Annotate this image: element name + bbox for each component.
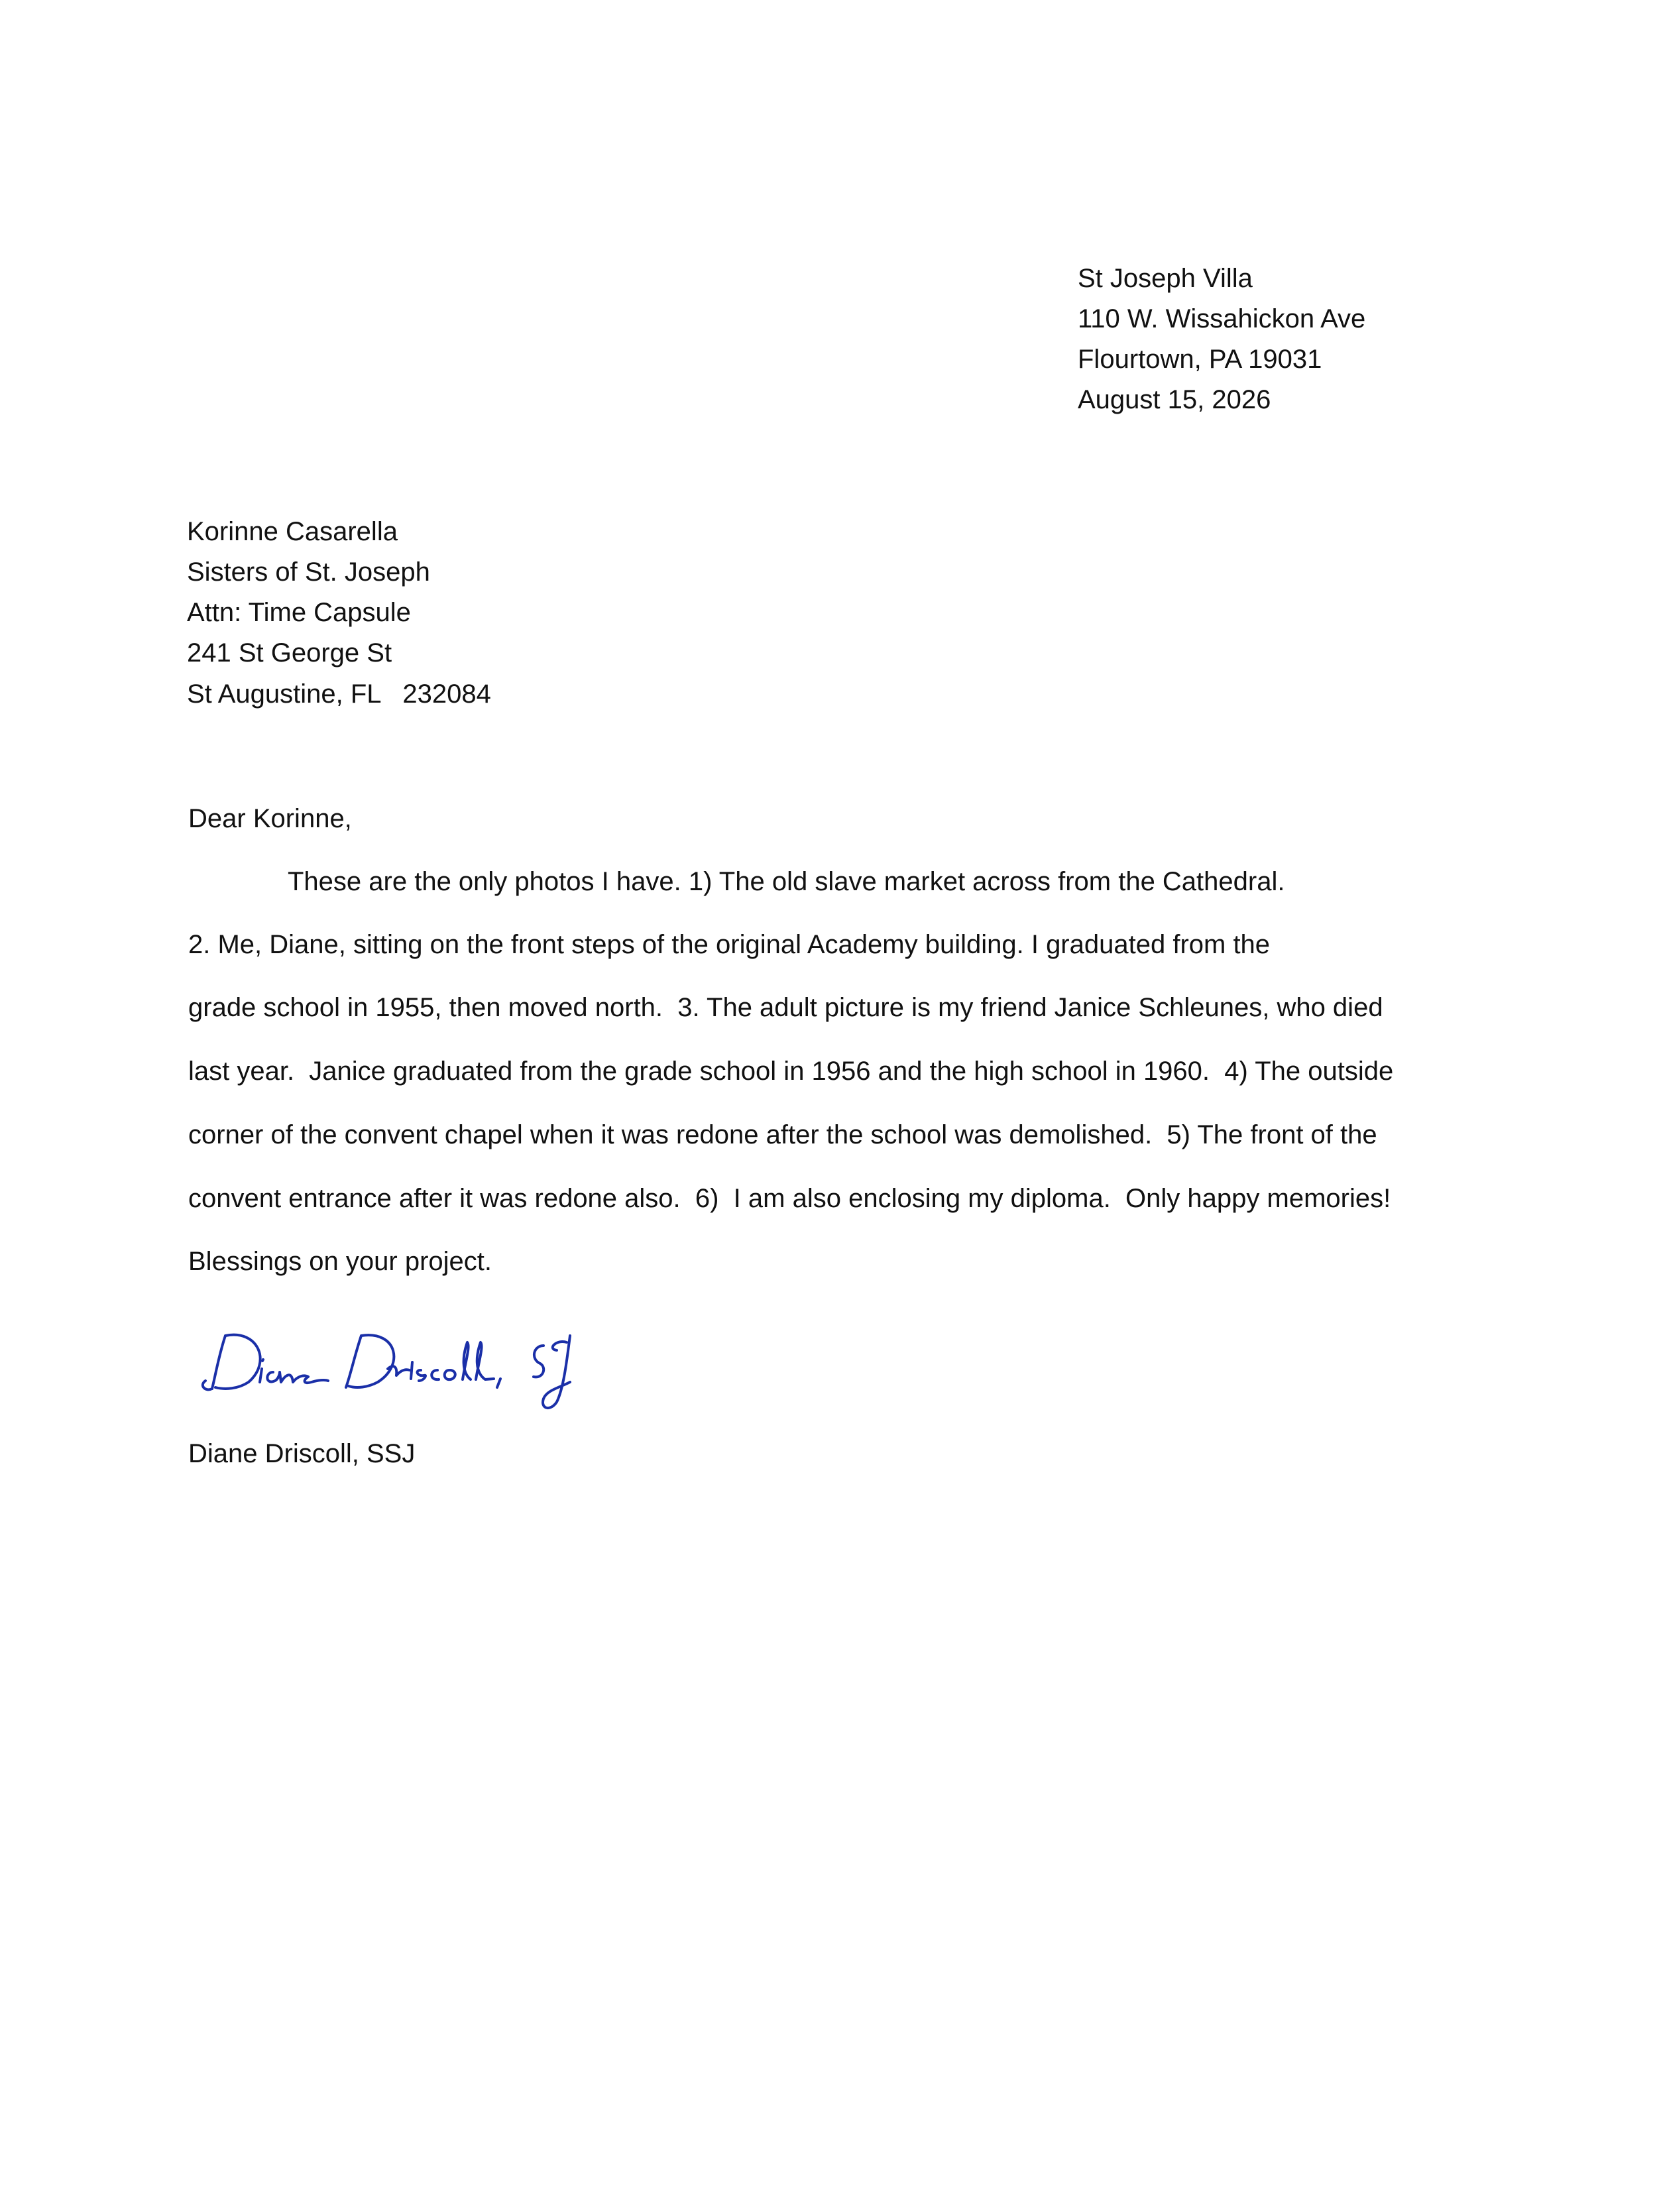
recipient-street: 241 St George St <box>187 638 392 668</box>
sender-line-1: St Joseph Villa <box>1078 264 1253 293</box>
sender-line-2: 110 W. Wissahickon Ave <box>1078 304 1366 333</box>
body-line: convent entrance after it was redone also. 6) I am also enclosing my diploma. Only happy memories! <box>188 1184 1391 1213</box>
handwritten-signature <box>199 1316 630 1422</box>
body-line: corner of the convent chapel when it was redone after the school was demolished. 5) The front of the <box>188 1120 1377 1149</box>
body-line: last year. Janice graduated from the grade school in 1956 and the high school in 1960. 4) The outside <box>188 1057 1394 1086</box>
recipient-attn: Attn: Time Capsule <box>187 598 411 627</box>
recipient-name: Korinne Casarella <box>187 517 398 546</box>
salutation: Dear Korinne, <box>188 804 352 833</box>
letter-date: August 15, 2026 <box>1078 385 1271 414</box>
signature-printed-name: Diane Driscoll, SSJ <box>188 1439 416 1468</box>
recipient-org: Sisters of St. Joseph <box>187 557 430 587</box>
body-line: Blessings on your project. <box>188 1247 492 1276</box>
sender-line-3: Flourtown, PA 19031 <box>1078 345 1322 374</box>
recipient-city: St Augustine, FL 232084 <box>187 679 491 709</box>
body-line: grade school in 1955, then moved north. 3. The adult picture is my friend Janice Schleunes, who died <box>188 993 1383 1022</box>
body-line: 2. Me, Diane, sitting on the front steps of the original Academy building. I graduated from the <box>188 930 1271 959</box>
body-line: These are the only photos I have. 1) The old slave market across from the Cathedral. <box>288 867 1285 896</box>
